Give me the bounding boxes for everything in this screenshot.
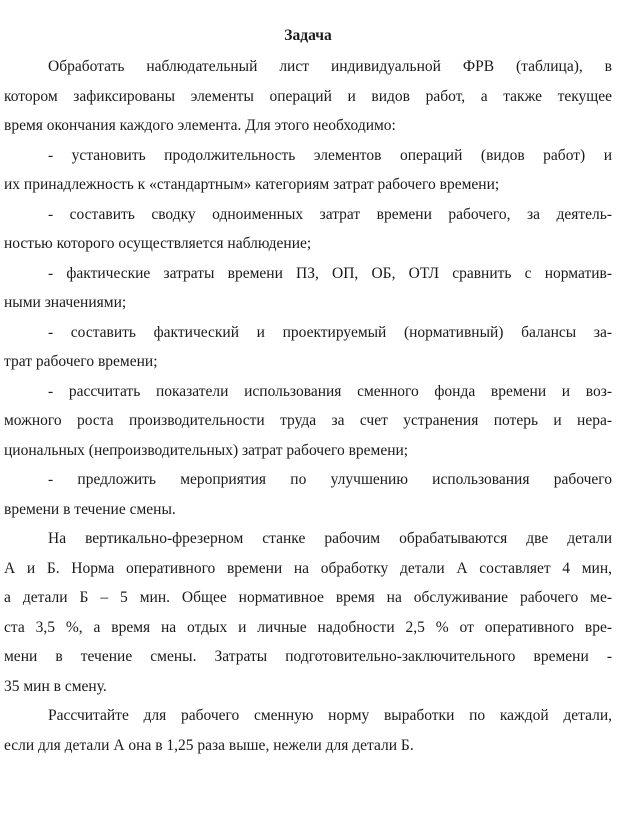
paragraph bbox=[4, 52, 612, 141]
paragraph-line: ностью которого осуществляется наблюдение; bbox=[4, 235, 312, 252]
document-title: Задача bbox=[284, 27, 332, 44]
paragraph-line: А и Б. Норма оперативного времени на обработку детали А составляет 4 мин, bbox=[4, 559, 612, 577]
paragraph-line: - рассчитать показатели использования сменного фонда времени и воз- bbox=[48, 382, 612, 400]
paragraph-line: времени в течение смены. bbox=[4, 500, 176, 518]
paragraph-line: ными значениями; bbox=[4, 294, 127, 311]
paragraph-line: а детали Б – 5 мин. Общее нормативное время на обслуживание рабочего ме- bbox=[4, 589, 612, 606]
paragraph-line: можного роста производительности труда за счет устранения потерь и нера- bbox=[4, 412, 612, 429]
paragraph-line: На вертикально-фрезерном станке рабочим обрабатываются две детали bbox=[48, 530, 612, 547]
paragraph-line: - составить фактический и проектируемый (нормативный) балансы за- bbox=[48, 323, 612, 341]
paragraph bbox=[4, 524, 612, 701]
paragraph bbox=[4, 465, 612, 524]
paragraph bbox=[4, 259, 612, 318]
paragraph-line: - установить продолжительность элементов операций (видов работ) и bbox=[48, 146, 612, 164]
paragraph-line: ста 3,5 %, а время на отдых и личные надобности 2,5 % от оперативного вре- bbox=[4, 618, 612, 636]
paragraph-line: - предложить мероприятия по улучшению использования рабочего bbox=[48, 471, 612, 488]
paragraph-line: мени в течение смены. Затраты подготовительно-заключительного времени - bbox=[4, 648, 612, 665]
document-body bbox=[4, 52, 612, 760]
paragraph-line: Рассчитайте для рабочего сменную норму выработки по каждой детали, bbox=[48, 707, 612, 724]
paragraph-line: котором зафиксированы элементы операций и видов работ, а также текущее bbox=[4, 87, 612, 105]
paragraph bbox=[4, 141, 612, 200]
paragraph bbox=[4, 377, 612, 466]
paragraph bbox=[4, 200, 612, 259]
paragraph-line: трат рабочего времени; bbox=[4, 353, 158, 370]
paragraph bbox=[4, 701, 612, 760]
paragraph-line: их принадлежность к «стандартным» категориям затрат рабочего времени; bbox=[4, 176, 500, 193]
paragraph bbox=[4, 318, 612, 377]
paragraph-line: время окончания каждого элемента. Для этого необходимо: bbox=[4, 117, 396, 134]
paragraph-line: 35 мин в смену. bbox=[4, 677, 107, 695]
paragraph-line: - составить сводку одноименных затрат времени рабочего, за деятель- bbox=[48, 205, 612, 223]
paragraph-line: - фактические затраты времени ПЗ, ОП, ОБ, ОТЛ сравнить с норматив- bbox=[48, 264, 612, 282]
paragraph-line: циональных (непроизводительных) затрат рабочего времени; bbox=[4, 441, 409, 459]
paragraph-line: Обработать наблюдательный лист индивидуальной ФРВ (таблица), в bbox=[48, 58, 612, 75]
paragraph-line: если для детали А она в 1,25 раза выше, нежели для детали Б. bbox=[4, 736, 414, 754]
